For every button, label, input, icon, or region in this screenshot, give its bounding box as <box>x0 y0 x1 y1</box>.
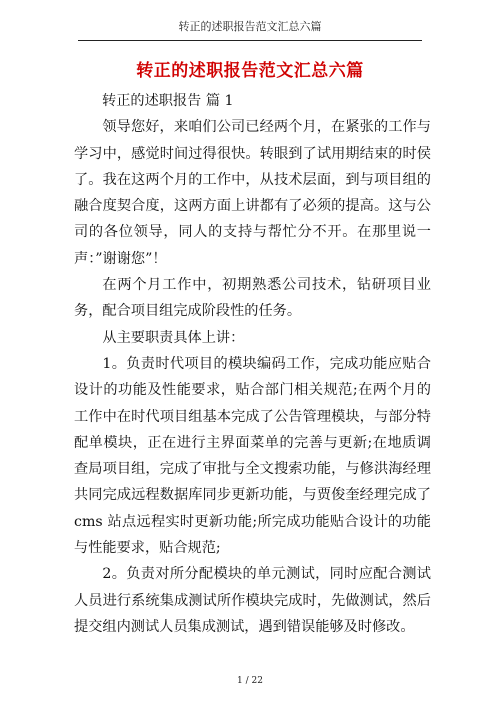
running-header: 转正的述职报告范文汇总六篇 <box>178 20 322 33</box>
paragraph-5: 2。负责对所分配模块的单元测试，同时应配合测试人员进行系统集成测试所作模块完成时，先做测试，然后提交组内测试人员集成测试，遇到错误能够及时修改。 <box>74 566 431 635</box>
document-body <box>74 88 431 640</box>
paragraph-4: 1。负责时代项目的模块编码工作，完成功能应贴合设计的功能及性能要求，贴合部门相关规范;在两个月的工作中在时代项目组基本完成了公告管理模块，与部分特配单模块，正在进行主界面菜单的完善与更新;在地质调查局项目组，完成了审批与全文搜索功能，与修洪海经理共同完成远程数据库同步更新功能，与贾俊奎经理完成了 cms 站点远程实时更新功能;所完成功能贴合设计的功能与性能要求，贴合规范; <box>74 355 431 557</box>
paragraph-1: 领导您好，来咱们公司已经两个月，在紧张的工作与学习中，感觉时间过得很快。转眼到了试用期结束的时侯了。我在这两个月的工作中，从技术层面，到与项目组的融合度契合度，这两方面上讲都有了必须的提高。这与公司的各位领导，同人的支持与帮忙分不开。在那里说一声：”谢谢您”！ <box>74 119 431 267</box>
page-number: 1 / 22 <box>237 676 263 686</box>
section-heading: 转正的述职报告 篇 1 <box>102 93 234 109</box>
paragraph-3: 从主要职责具体上讲： <box>102 329 245 346</box>
header-divider <box>78 40 422 41</box>
paragraph-2: 在两个月工作中，初期熟悉公司技术，钻研项目业务，配合项目组完成阶段性的任务。 <box>74 277 431 320</box>
document-title: 转正的述职报告范文汇总六篇 <box>136 61 364 81</box>
